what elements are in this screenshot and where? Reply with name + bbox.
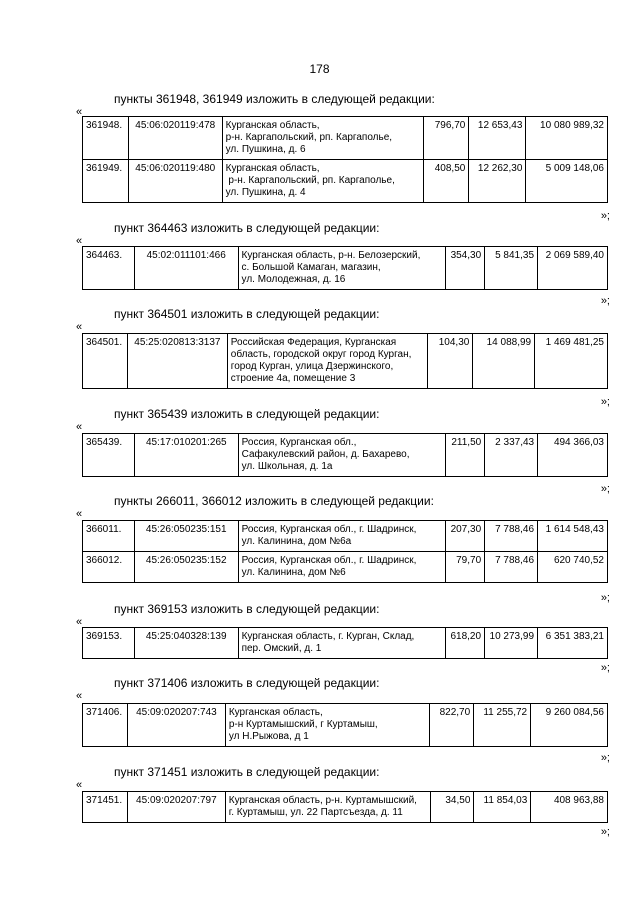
- table-row: [83, 334, 608, 389]
- row-number: 371451.: [83, 792, 128, 823]
- row-number: 369153.: [83, 628, 135, 659]
- cadastral-value-per-unit: 7 788,46: [485, 552, 538, 583]
- cadastral-value-per-unit: 10 273,99: [485, 628, 538, 659]
- row-number: 361949.: [83, 160, 129, 203]
- address: Курганская область, р-н. Каргапольский, рп. Каргаполье, ул. Пушкина, д. 6: [222, 117, 424, 160]
- close-quote: »;: [600, 295, 610, 307]
- table-row: [83, 628, 608, 659]
- row-number: 361948.: [83, 117, 129, 160]
- section-intro: пункт 371451 изложить в следующей редакции:: [114, 765, 380, 779]
- cadastral-value: 6 351 383,21: [538, 628, 608, 659]
- cadastral-value-per-unit: 11 255,72: [474, 704, 531, 747]
- table-row: [83, 160, 608, 203]
- record-table: [82, 116, 608, 203]
- area: 34,50: [430, 792, 474, 823]
- section-intro: пункты 266011, 366012 изложить в следующей редакции:: [114, 494, 434, 508]
- cadastral-value-per-unit: 5 841,35: [485, 247, 538, 290]
- section-intro: пункт 369153 изложить в следующей редакции:: [114, 602, 380, 616]
- address: Курганская область, р-н Куртамышский, г Куртамыш, ул Н.Рыжова, д 1: [225, 704, 429, 747]
- row-number: 364463.: [83, 247, 135, 290]
- table-row: [83, 792, 608, 823]
- cadastral-number: 45:09:020207:743: [127, 704, 225, 747]
- close-quote: »;: [600, 396, 610, 408]
- row-number: 371406.: [83, 704, 128, 747]
- area: 207,30: [446, 521, 485, 552]
- cadastral-value-per-unit: 11 854,03: [474, 792, 531, 823]
- address: Россия, Курганская обл., Сафакулевский район, д. Бахарево, ул. Школьная, д. 1а: [238, 434, 446, 477]
- cadastral-value-per-unit: 7 788,46: [485, 521, 538, 552]
- cadastral-value: 1 614 548,43: [538, 521, 608, 552]
- cadastral-value: 408 963,88: [531, 792, 608, 823]
- cadastral-value: 620 740,52: [538, 552, 608, 583]
- area: 822,70: [430, 704, 474, 747]
- section-intro: пункт 364501 изложить в следующей редакции:: [114, 307, 380, 321]
- cadastral-number: 45:25:040328:139: [134, 628, 238, 659]
- cadastral-number: 45:25:020813:3137: [127, 334, 227, 389]
- row-number: 364501.: [83, 334, 128, 389]
- address: Курганская область, р-н. Каргапольский, рп. Каргаполье, ул. Пушкина, д. 4: [222, 160, 424, 203]
- close-quote: »;: [600, 662, 610, 674]
- close-quote: »;: [600, 752, 610, 764]
- address: Российская Федерация, Курганская область, городской округ город Курган, город Курган, улица Дзержинского, строение 4а, помещение 3: [227, 334, 427, 389]
- area: 104,30: [427, 334, 473, 389]
- cadastral-number: 45:17:010201:265: [134, 434, 238, 477]
- row-number: 366011.: [83, 521, 135, 552]
- record-table: [82, 333, 608, 389]
- open-quote: «: [76, 616, 83, 628]
- cadastral-number: 45:09:020207:797: [127, 792, 225, 823]
- open-quote: «: [76, 779, 83, 791]
- table-row: [83, 247, 608, 290]
- cadastral-value: 5 009 148,06: [526, 160, 608, 203]
- record-table: [82, 520, 608, 583]
- close-quote: »;: [600, 826, 610, 838]
- cadastral-value-per-unit: 2 337,43: [485, 434, 538, 477]
- cadastral-value: 10 080 989,32: [526, 117, 608, 160]
- area: 618,20: [446, 628, 485, 659]
- area: 79,70: [446, 552, 485, 583]
- record-table: [82, 627, 608, 659]
- open-quote: «: [76, 690, 83, 702]
- table-row: [83, 434, 608, 477]
- address: Россия, Курганская обл., г. Шадринск, ул. Калинина, дом №6: [238, 552, 446, 583]
- table-row: [83, 704, 608, 747]
- section-intro: пункты 361948, 361949 изложить в следующей редакции:: [114, 92, 435, 106]
- address: Курганская область, р-н. Белозерский, с. Большой Камаган, магазин, ул. Молодежная, д. 16: [238, 247, 446, 290]
- section-intro: пункт 371406 изложить в следующей редакции:: [114, 676, 380, 690]
- open-quote: «: [76, 106, 83, 118]
- table-row: [83, 552, 608, 583]
- record-table: [82, 433, 608, 477]
- cadastral-value: 2 069 589,40: [538, 247, 608, 290]
- open-quote: «: [76, 421, 83, 433]
- table-row: [83, 521, 608, 552]
- section-intro: пункт 364463 изложить в следующей редакции:: [114, 221, 380, 235]
- table-row: [83, 117, 608, 160]
- cadastral-number: 45:02:011101:466: [134, 247, 238, 290]
- cadastral-value-per-unit: 12 262,30: [469, 160, 526, 203]
- cadastral-value: 494 366,03: [538, 434, 608, 477]
- cadastral-value-per-unit: 14 088,99: [473, 334, 535, 389]
- address: Курганская область, р-н. Куртамышский, г. Куртамыш, ул. 22 Партсъезда, д. 11: [225, 792, 430, 823]
- cadastral-value: 1 469 481,25: [535, 334, 608, 389]
- close-quote: »;: [600, 483, 610, 495]
- open-quote: «: [76, 321, 83, 333]
- cadastral-number: 45:26:050235:151: [134, 521, 238, 552]
- section-intro: пункт 365439 изложить в следующей редакции:: [114, 407, 380, 421]
- row-number: 366012.: [83, 552, 135, 583]
- record-table: [82, 246, 608, 290]
- cadastral-number: 45:06:020119:478: [128, 117, 222, 160]
- cadastral-value: 9 260 084,56: [531, 704, 608, 747]
- cadastral-number: 45:26:050235:152: [134, 552, 238, 583]
- cadastral-value-per-unit: 12 653,43: [469, 117, 526, 160]
- address: Курганская область, г. Курган, Склад, пер. Омский, д. 1: [238, 628, 446, 659]
- record-table: [82, 791, 608, 823]
- record-table: [82, 703, 608, 747]
- area: 408,50: [424, 160, 469, 203]
- open-quote: «: [76, 508, 83, 520]
- area: 796,70: [424, 117, 469, 160]
- page-number: 178: [309, 62, 330, 76]
- area: 354,30: [446, 247, 485, 290]
- close-quote: »;: [600, 210, 610, 222]
- open-quote: «: [76, 235, 83, 247]
- close-quote: »;: [600, 592, 610, 604]
- cadastral-number: 45:06:020119:480: [128, 160, 222, 203]
- row-number: 365439.: [83, 434, 135, 477]
- address: Россия, Курганская обл., г. Шадринск, ул. Калинина, дом №6а: [238, 521, 446, 552]
- area: 211,50: [446, 434, 485, 477]
